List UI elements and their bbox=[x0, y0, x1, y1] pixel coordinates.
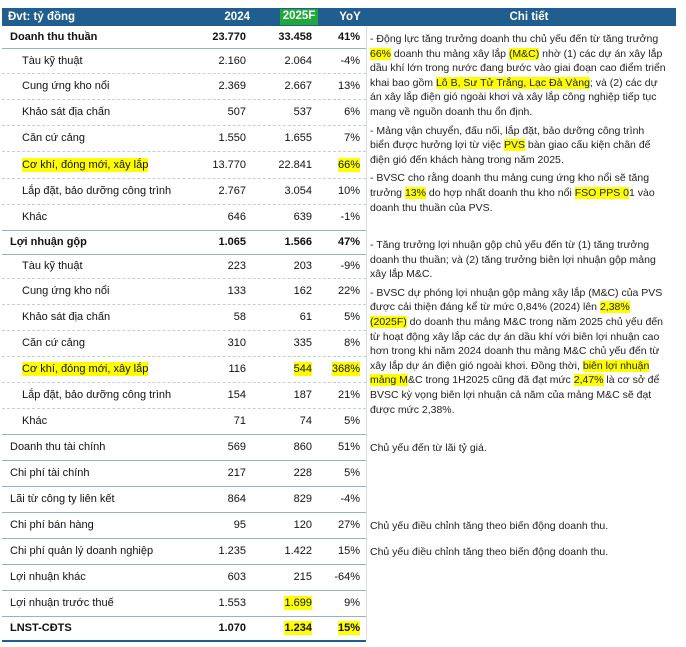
value-2024: 95 bbox=[233, 519, 246, 531]
detail-text: 1 vào doanh thu thuần của PVS. bbox=[370, 186, 655, 214]
value-yoy: 9% bbox=[344, 597, 360, 609]
value-yoy: 5% bbox=[344, 311, 360, 323]
highlighted-text: FSO PPS 0 bbox=[574, 186, 629, 199]
value-2025f: 74 bbox=[299, 415, 312, 427]
detail-text: &C trong 1H2025 cũng đã đạt mức bbox=[407, 374, 574, 387]
table-header bbox=[2, 8, 676, 26]
highlighted-text: 66% bbox=[370, 47, 392, 60]
table-row bbox=[2, 99, 366, 126]
value-2025f: 829 bbox=[293, 493, 312, 505]
detail-financial-revenue: Chủ yếu đến từ lãi tỷ giá. bbox=[370, 442, 487, 454]
table-row bbox=[2, 590, 366, 617]
table-row bbox=[2, 382, 366, 409]
table-row bbox=[2, 330, 366, 357]
value-yoy: 7% bbox=[344, 132, 360, 144]
value-2025f: 203 bbox=[293, 260, 312, 272]
detail-paragraph bbox=[370, 238, 666, 282]
value-yoy: -9% bbox=[340, 260, 360, 272]
value-2025f: 2.064 bbox=[284, 55, 312, 67]
value-2025f: 639 bbox=[293, 211, 312, 223]
row-label: Khác bbox=[22, 415, 48, 427]
value-2025f: 537 bbox=[293, 106, 312, 118]
value-yoy: 47% bbox=[337, 236, 360, 248]
value-2024: 1.550 bbox=[218, 132, 246, 144]
detail-admin-expense: Chủ yếu điều chỉnh tăng theo biến động doanh thu. bbox=[370, 546, 609, 558]
row-label: Lợi nhuận khác bbox=[10, 571, 86, 583]
unit-label: Đvt: tỷ đồng bbox=[8, 11, 76, 23]
table-row bbox=[2, 616, 366, 642]
value-yoy: -4% bbox=[340, 55, 360, 67]
value-yoy: 5% bbox=[344, 467, 360, 479]
column-detail: Chi tiết bbox=[509, 11, 549, 23]
detail-paragraph bbox=[370, 124, 666, 168]
detail-revenue bbox=[370, 32, 666, 219]
row-label: Doanh thu tài chính bbox=[10, 441, 106, 453]
row-label: Tàu kỹ thuật bbox=[22, 55, 83, 67]
value-2024: 133 bbox=[227, 285, 246, 297]
row-label: Cung ứng kho nổi bbox=[22, 80, 110, 92]
value-2024: 1.235 bbox=[218, 545, 246, 557]
value-yoy: 22% bbox=[337, 285, 360, 297]
value-2024: 154 bbox=[227, 389, 246, 401]
detail-gross-profit bbox=[370, 238, 666, 421]
detail-text: - BVSC dự phóng lợi nhuận gộp mảng xây lắp (M&C) của PVS được cải thiện đáng kể từ mức 0,84% (2024) lên bbox=[370, 286, 663, 314]
highlighted-text: 2,47% bbox=[573, 374, 604, 387]
row-label: Chi phí bán hàng bbox=[10, 519, 94, 531]
value-yoy: 15% bbox=[337, 545, 360, 557]
detail-text: - Mảng vận chuyển, đấu nối, lắp đặt, bảo dưỡng công trình biển được hưởng lợi từ việc bbox=[370, 124, 645, 152]
detail-selling-expense: Chủ yếu điều chỉnh tăng theo biến động doanh thu. bbox=[370, 520, 609, 532]
table-row bbox=[2, 178, 366, 205]
value-2025f: 335 bbox=[293, 337, 312, 349]
column-yoy: YoY bbox=[339, 11, 361, 23]
detail-paragraph bbox=[370, 171, 666, 215]
value-2024: 13.770 bbox=[212, 159, 246, 171]
table-row bbox=[2, 356, 366, 383]
row-label: Doanh thu thuần bbox=[10, 31, 98, 43]
table-row bbox=[2, 48, 366, 74]
value-2024: 569 bbox=[227, 441, 246, 453]
table-row bbox=[2, 278, 366, 305]
value-2025f: 33.458 bbox=[278, 31, 312, 43]
row-label: Cung ứng kho nổi bbox=[22, 285, 110, 297]
value-2024: 2.160 bbox=[218, 55, 246, 67]
value-2024: 217 bbox=[227, 467, 246, 479]
row-label: LNST-CĐTS bbox=[10, 622, 72, 634]
value-yoy: 15% bbox=[337, 622, 360, 634]
table-row bbox=[2, 512, 366, 539]
value-yoy: 66% bbox=[337, 159, 360, 171]
detail-text: do hợp nhất doanh thu kho nổi bbox=[425, 186, 575, 199]
value-2025f: 1.234 bbox=[284, 622, 312, 634]
highlighted-text: (M&C) bbox=[508, 47, 540, 60]
row-label: Lợi nhuận trước thuế bbox=[10, 597, 114, 609]
highlighted-text: Lô B, Sư Tử Trắng, Lạc Đà Vàng bbox=[435, 76, 590, 89]
value-2024: 310 bbox=[227, 337, 246, 349]
detail-text: - Động lực tăng trưởng doanh thu chủ yếu đến từ tăng trưởng bbox=[370, 33, 659, 45]
detail-text: nhờ (1) các dự án xây lắp dầu khí lớn trong nước đang bước vào giai đoạn cao điểm triển khai bao gồm bbox=[370, 47, 666, 89]
value-yoy: -1% bbox=[340, 211, 360, 223]
value-yoy: -4% bbox=[340, 493, 360, 505]
value-yoy: 368% bbox=[331, 363, 360, 375]
row-label: Khảo sát địa chấn bbox=[22, 106, 111, 118]
value-2025f: 2.667 bbox=[284, 80, 312, 92]
table-row bbox=[2, 26, 366, 49]
column-2024: 2024 bbox=[224, 11, 250, 23]
value-yoy: -64% bbox=[334, 571, 360, 583]
detail-text: ; và (2) các dự án xây lắp điện gió ngoài khơi và xây lắp công nghiệp tiếp tục mang về nguồn doanh thu ổn định. bbox=[370, 76, 658, 118]
value-2025f: 215 bbox=[293, 571, 312, 583]
table-row bbox=[2, 564, 366, 591]
column-2025f: 2025F bbox=[280, 9, 318, 25]
row-label: Khác bbox=[22, 211, 48, 223]
row-label: Tàu kỹ thuật bbox=[22, 260, 83, 272]
table-row bbox=[2, 486, 366, 513]
value-2024: 1.070 bbox=[218, 622, 246, 634]
value-2024: 507 bbox=[227, 106, 246, 118]
value-yoy: 41% bbox=[337, 31, 360, 43]
row-label: Lắp đặt, bảo dưỡng công trình bbox=[22, 389, 172, 401]
value-2025f: 1.566 bbox=[284, 236, 312, 248]
row-label: Cơ khí, đóng mới, xây lắp bbox=[22, 363, 149, 375]
value-2025f: 860 bbox=[293, 441, 312, 453]
row-label: Lãi từ công ty liên kết bbox=[10, 493, 115, 505]
detail-text: bàn giao cấu kiện chân đế điện gió đến khách hàng trong năm 2025. bbox=[370, 139, 651, 166]
column-divider bbox=[366, 26, 367, 640]
value-2024: 223 bbox=[227, 260, 246, 272]
value-2025f: 3.054 bbox=[284, 185, 312, 197]
value-2024: 58 bbox=[233, 311, 246, 323]
value-2024: 603 bbox=[227, 571, 246, 583]
value-2025f: 120 bbox=[293, 519, 312, 531]
value-2025f: 1.699 bbox=[284, 597, 312, 609]
row-label: Chi phí tài chính bbox=[10, 467, 90, 479]
value-yoy: 27% bbox=[337, 519, 360, 531]
value-yoy: 51% bbox=[337, 441, 360, 453]
detail-text: - BVSC cho rằng doanh thu mảng cung ứng kho nổi sẽ tăng trưởng bbox=[370, 172, 650, 199]
detail-text: doanh thu mảng xây lắp bbox=[391, 47, 509, 60]
detail-text: là cơ sở để BVSC kỳ vọng biên lợi nhuận cả năm của mảng M&C sẽ đạt được mức 2,38%. bbox=[370, 374, 660, 416]
value-2024: 2.369 bbox=[218, 80, 246, 92]
table-row bbox=[2, 460, 366, 487]
highlighted-text: PVS bbox=[503, 139, 525, 152]
table-row bbox=[2, 151, 366, 179]
value-2024: 116 bbox=[228, 363, 246, 375]
value-2025f: 544 bbox=[293, 363, 312, 375]
value-yoy: 13% bbox=[337, 80, 360, 92]
value-2025f: 162 bbox=[293, 285, 312, 297]
value-2024: 646 bbox=[227, 211, 246, 223]
value-2025f: 22.841 bbox=[278, 159, 312, 171]
detail-text: do doanh thu mảng M&C trong năm 2025 chủ yếu đến từ hoạt động xây lắp các dự án dầu khí với biên lợi nhuận cao hơn trong khi năm 2024 doanh thu mảng M&C chủ yếu đến từ xây lắp dự án điện gió ngoài khơi. Đồng thời, bbox=[370, 315, 664, 372]
value-yoy: 5% bbox=[344, 415, 360, 427]
row-label: Căn cứ cảng bbox=[22, 132, 86, 144]
value-yoy: 21% bbox=[337, 389, 360, 401]
row-label: Chi phí quản lý doanh nghiệp bbox=[10, 545, 154, 557]
row-label: Cơ khí, đóng mới, xây lắp bbox=[22, 159, 149, 171]
highlighted-text: 2,38% (2025F) bbox=[370, 301, 630, 328]
table-row bbox=[2, 304, 366, 331]
value-2024: 23.770 bbox=[212, 31, 246, 43]
value-2025f: 228 bbox=[293, 467, 312, 479]
detail-text: - Tăng trưởng lợi nhuận gộp chủ yếu đến từ (1) tăng trưởng doanh thu thuần; và (2) tăng trưởng biên lợi nhuận gộp mảng xây lắp M&C. bbox=[370, 239, 656, 281]
value-2024: 71 bbox=[233, 415, 246, 427]
highlighted-text: 13% bbox=[404, 186, 426, 199]
table-row bbox=[2, 434, 366, 461]
row-label: Lắp đặt, bảo dưỡng công trình bbox=[22, 185, 172, 197]
detail-paragraph bbox=[370, 286, 666, 417]
table-row bbox=[2, 254, 366, 279]
table-row bbox=[2, 204, 366, 231]
table-row bbox=[2, 73, 366, 100]
row-label: Căn cứ cảng bbox=[22, 337, 86, 349]
highlighted-text: biên lợi nhuận mảng M bbox=[370, 359, 650, 387]
value-2024: 864 bbox=[227, 493, 246, 505]
value-2025f: 1.422 bbox=[284, 545, 312, 557]
row-label: Khảo sát địa chấn bbox=[22, 311, 111, 323]
value-yoy: 8% bbox=[344, 337, 360, 349]
value-2024: 1.065 bbox=[218, 236, 246, 248]
value-2025f: 1.655 bbox=[284, 132, 312, 144]
value-yoy: 6% bbox=[344, 106, 360, 118]
value-2024: 2.767 bbox=[218, 185, 246, 197]
detail-paragraph bbox=[370, 32, 666, 120]
value-2025f: 61 bbox=[299, 311, 312, 323]
table-row bbox=[2, 230, 366, 255]
table-row bbox=[2, 538, 366, 565]
value-2025f: 187 bbox=[293, 389, 312, 401]
value-yoy: 10% bbox=[337, 185, 360, 197]
table-row bbox=[2, 125, 366, 152]
table-row bbox=[2, 408, 366, 435]
row-label: Lợi nhuận gộp bbox=[10, 236, 87, 248]
value-2024: 1.553 bbox=[218, 597, 246, 609]
